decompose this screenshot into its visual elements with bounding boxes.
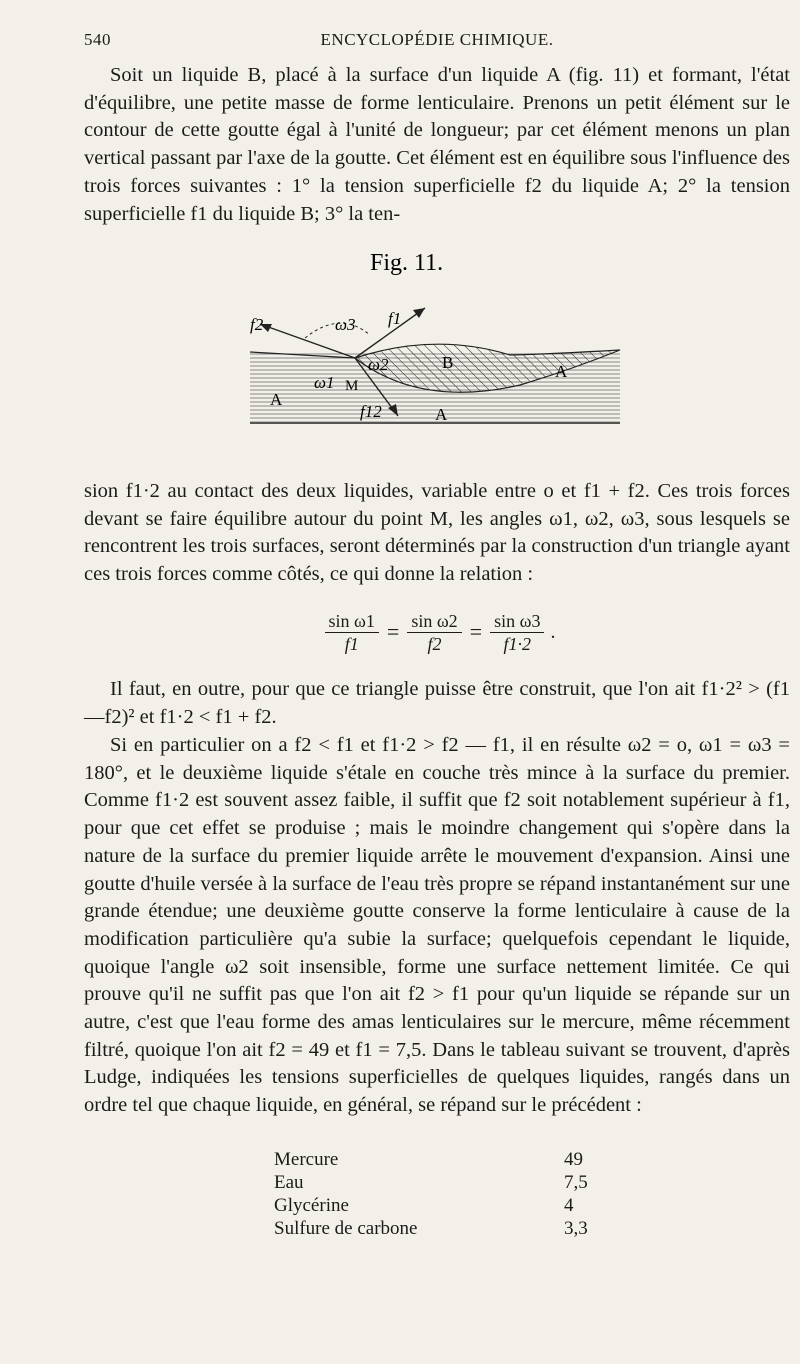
paragraph-3 — [84, 676, 790, 731]
running-title: ENCYCLOPÉDIE CHIMIQUE. — [320, 30, 554, 49]
label-m: M — [345, 378, 359, 394]
f1-arrowhead — [413, 308, 425, 318]
label-b: B — [442, 353, 454, 372]
fraction-3-denominator: f1·2 — [503, 633, 532, 654]
table-liquid: Sulfure de carbone — [274, 1218, 418, 1239]
page-header — [84, 30, 790, 56]
fraction-2-denominator: f2 — [427, 633, 442, 654]
paragraph-3-text: Il faut, en outre, pour que ce triangle puisse être construit, que l'on ait f1·2² > (f1—f2)² et f1·2 < f1 + f2. — [84, 678, 790, 728]
fraction-1 — [325, 610, 379, 655]
equals-sign: = — [469, 619, 483, 644]
table-liquid: Mercure — [274, 1149, 339, 1170]
paragraph-4 — [84, 732, 790, 1120]
label-f1: f1 — [388, 309, 402, 328]
table-liquid: Eau — [274, 1172, 304, 1193]
label-omega2: ω2 — [368, 355, 389, 374]
page-number: 540 — [84, 30, 111, 49]
fraction-2-numerator: sin ω2 — [407, 610, 461, 633]
label-omega3: ω3 — [335, 315, 356, 334]
label-a-bottom: A — [435, 405, 448, 424]
paragraph-2-text: sion f1·2 au contact des deux liquides, variable entre o et f1 + f2. Ces trois forces devant se faire équilibre autour du point M, les angles ω1, ω2, ω3, sous lesquels se rencontrent les trois surfaces, seront déterminés par la construction d'un triangle ayant ces trois forces comme côtés, ce qui donne la relation : — [84, 480, 790, 586]
table-row — [274, 1171, 604, 1194]
fraction-3-numerator: sin ω3 — [490, 610, 544, 633]
equation-period: . — [550, 620, 556, 643]
table-value: 7,5 — [564, 1172, 588, 1193]
paragraph-1-text: Soit un liquide B, placé à la surface d'un liquide A (fig. 11) et formant, l'état d'équilibre, une petite masse de forme lenticulaire. Prenons un petit élément sur le contour de cette goutte égal à l'unité de longueur; par cet élément menons un plan vertical passant par l'axe de la goutte. Cet élément est en équilibre sous l'influence des trois forces suivantes : 1° la tension superficielle f2 du liquide A; 2° la tension superficielle f1 du liquide B; 3° la ten- — [84, 64, 790, 225]
table-value: 3,3 — [564, 1218, 588, 1239]
label-a-right: A — [555, 362, 568, 381]
paragraph-2 — [84, 478, 790, 589]
label-f2: f2 — [250, 315, 264, 334]
paragraph-1 — [84, 62, 790, 228]
label-f12: f12 — [360, 402, 382, 421]
equals-sign: = — [386, 619, 400, 644]
figure-11 — [220, 240, 640, 490]
fraction-3 — [490, 610, 544, 655]
table-row — [274, 1194, 604, 1217]
tension-table — [274, 1148, 604, 1240]
label-omega1: ω1 — [314, 373, 335, 392]
table-value: 49 — [564, 1149, 583, 1170]
table-value: 4 — [564, 1195, 574, 1216]
table-row — [274, 1148, 604, 1171]
paragraph-4-text: Si en particulier on a f2 < f1 et f1·2 > f2 — f1, il en résulte ω2 = o, ω1 = ω3 = 180°, et le deuxième liquide s'étale en couche très mince à la surface du premier. Comme f1·2 est souvent assez faible, il suffit que f2 soit notablement supérieur à f1, pour que cet effet se produise ; mais le moindre changement qui s'opère dans la nature de la surface du premier liquide arrête le mouvement d'expansion. Ainsi une goutte d'huile versée à la surface de l'eau très propre se répand instantanément sur une grande étendue; une deuxième goutte conserve la forme lenticulaire à cause de la modification particulière qu'a subie la surface; quelquefois cependant le liquide, quoique l'angle ω2 soit insensible, forme une surface nettement limitée. Ce qui prouve qu'il ne suffit pas que l'on ait f2 > f1 pour qu'un liquide se répande sur un autre, c'est que l'eau forme des amas lenticulaires sur le mercure, même récemment filtré, quoique l'on ait f2 = 49 et f1 = 7,5. Dans le tableau suivant se trouvent, d'après Ludge, indiquées les tensions superficielles de quelques liquides, rangés dans un ordre tel que chaque liquide, en général, se répand sur le précédent : — [84, 734, 790, 1117]
fraction-2 — [407, 610, 461, 655]
fraction-1-denominator: f1 — [344, 633, 359, 654]
table-row — [274, 1217, 604, 1240]
fraction-1-numerator: sin ω1 — [325, 610, 379, 633]
table-liquid: Glycérine — [274, 1195, 349, 1216]
sine-equation — [84, 602, 790, 662]
label-a-left: A — [270, 390, 283, 409]
figure-title: Fig. 11. — [370, 250, 444, 276]
